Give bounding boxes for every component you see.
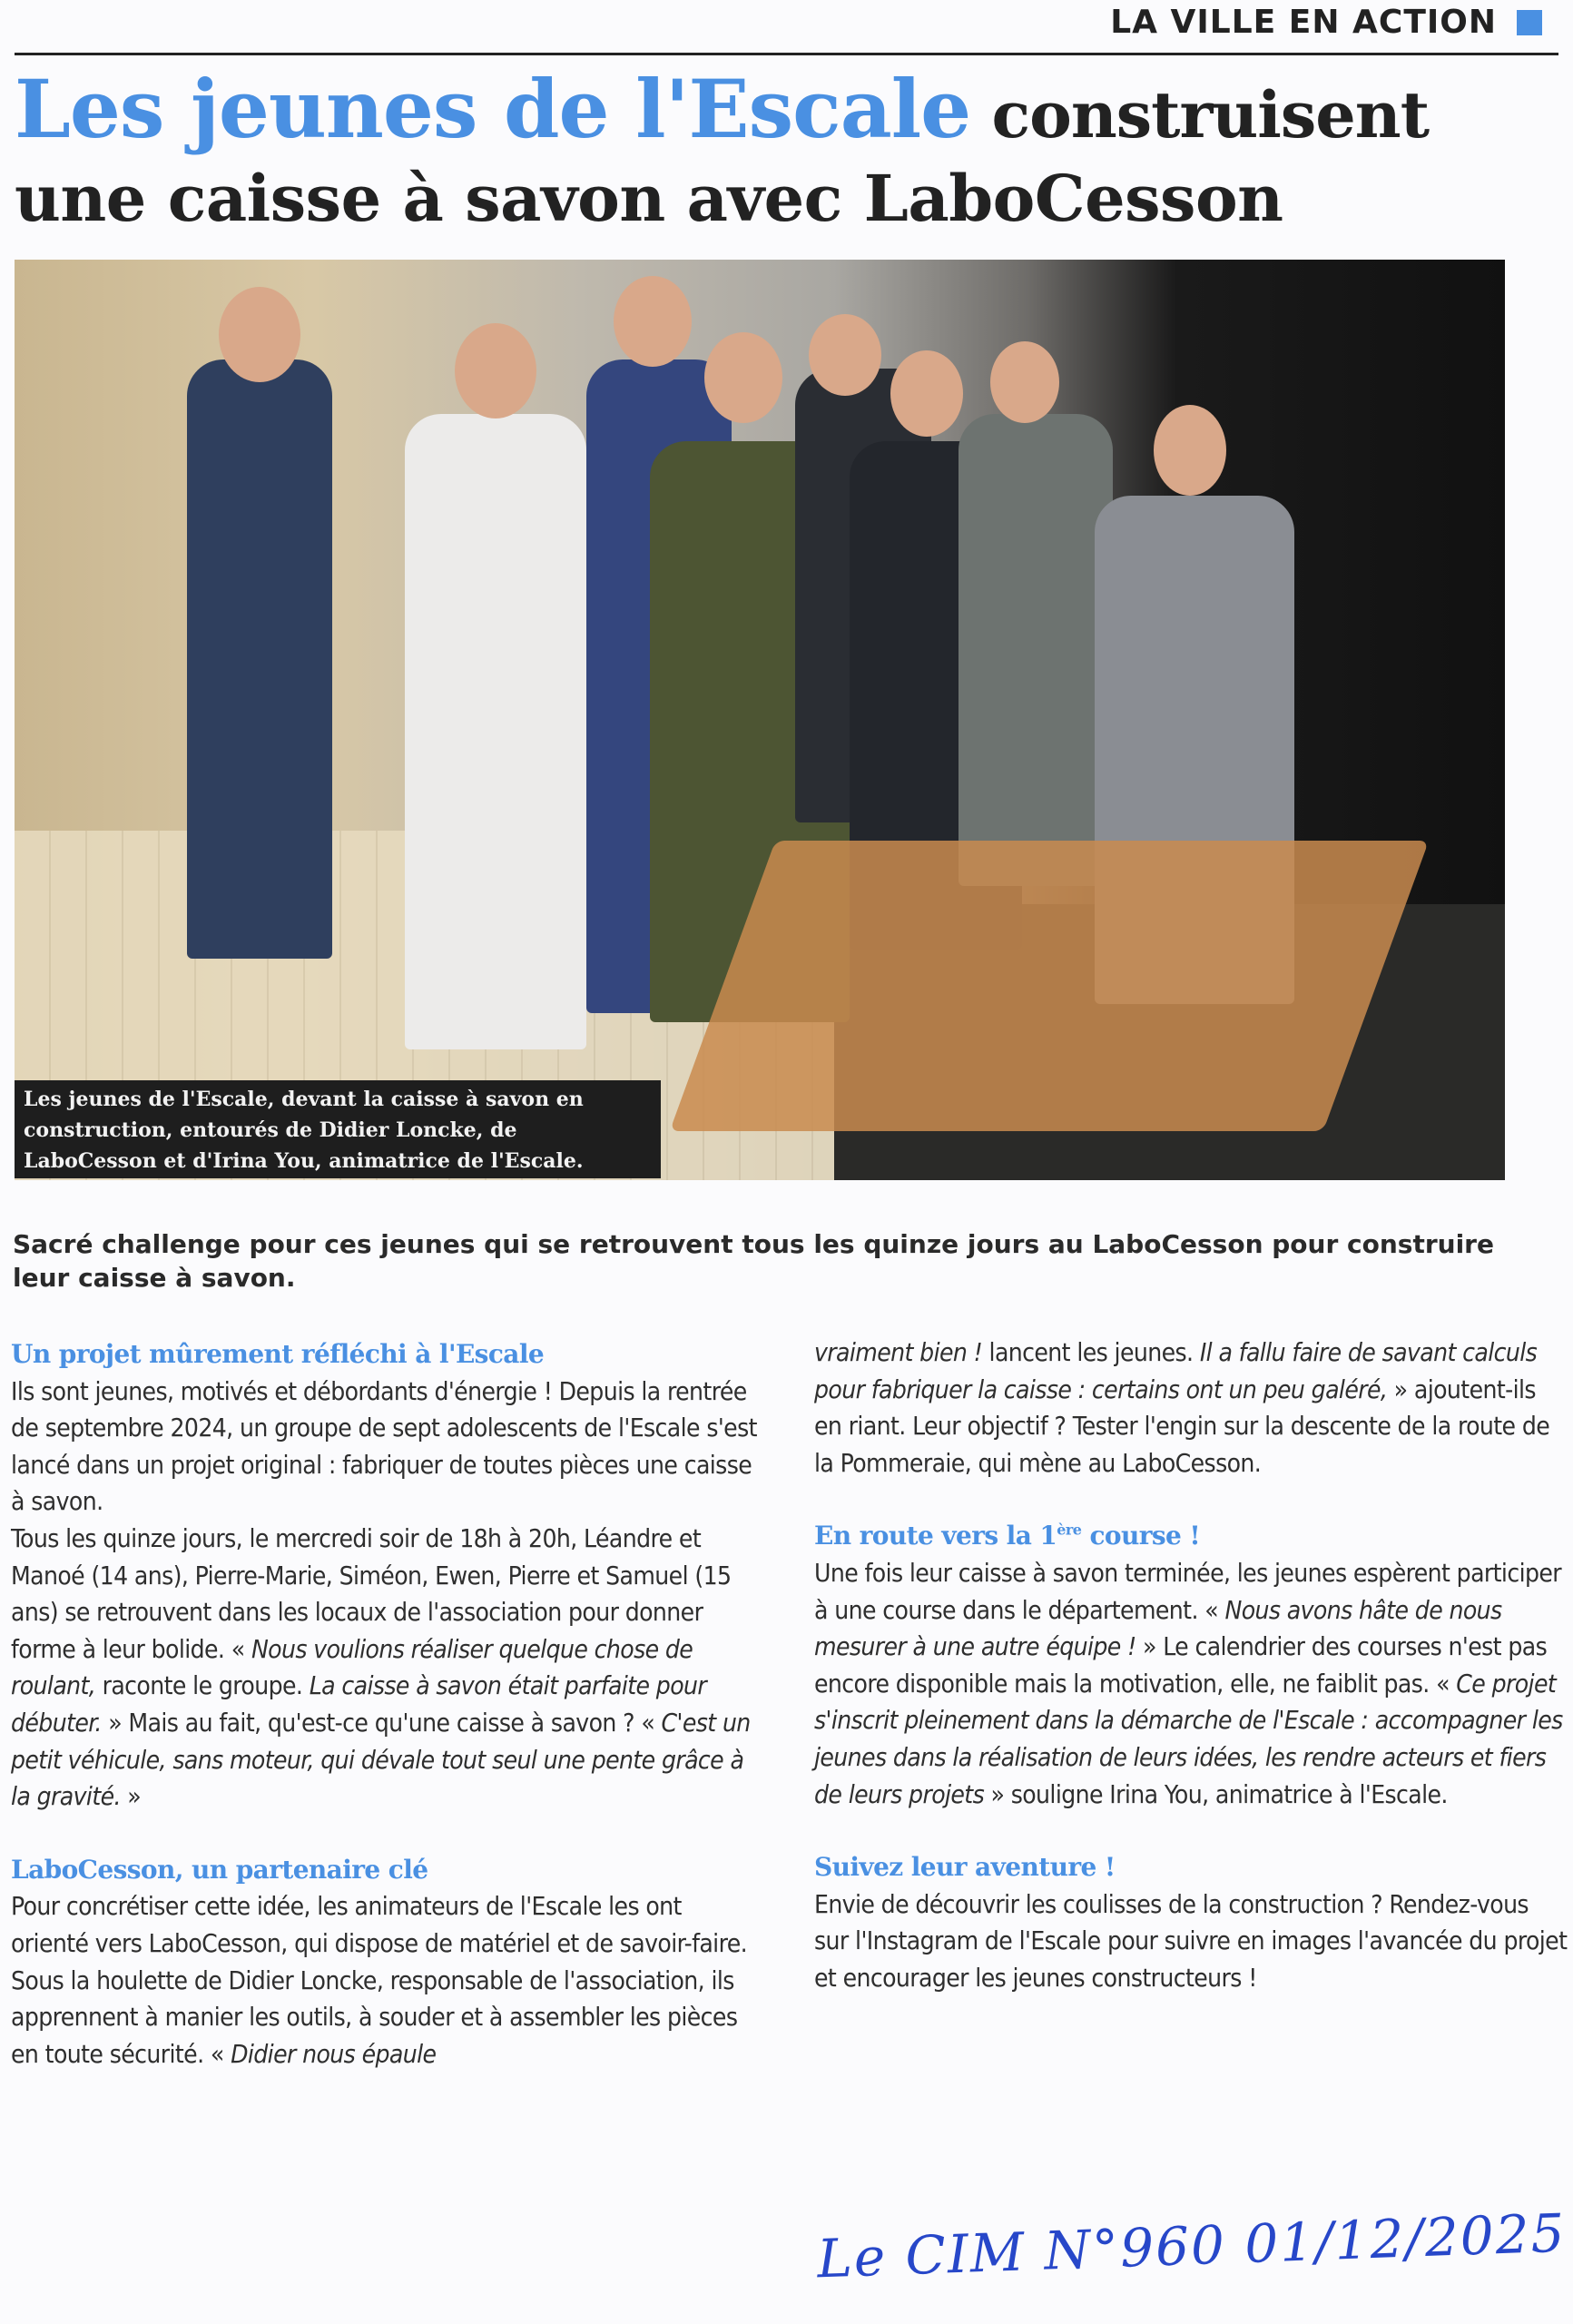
paragraph bbox=[814, 1886, 1568, 1997]
photo-person bbox=[959, 414, 1113, 886]
article-photo bbox=[15, 260, 1505, 1180]
paragraph bbox=[11, 1374, 764, 1521]
spacer bbox=[814, 1813, 1568, 1849]
heading-text: En route vers la 1 bbox=[814, 1521, 1057, 1551]
body-text: Pour concrétiser cette idée, les animateurs de l'Escale les ont orienté vers LaboCesson, qui dispose de matériel et de savoir-faire. Sous la houlette de Didier Loncke, responsable de l'association, ils apprennent à manier les outils, à souder et à assembler les pièces en toute sécurité. « bbox=[11, 1891, 748, 2069]
photo-head bbox=[219, 287, 300, 382]
quote-text: Nous voulions réaliser quelque chose de roulant, bbox=[11, 1633, 693, 1701]
photo-caption: Les jeunes de l'Escale, devant la caisse à savon en construction, entourés de Didier Loncke, de LaboCesson et d'Irina You, animatrice de l'Escale. bbox=[15, 1080, 661, 1178]
photo-head bbox=[455, 323, 536, 419]
section-rubric bbox=[1110, 4, 1542, 41]
body-text: » ajoutent-ils en riant. Leur objectif ? Tester l'engin sur la descente de la route de la Pommeraie, qui mène au LaboCesson. bbox=[814, 1374, 1550, 1478]
body-text: » souligne Irina You, animatrice à l'Escale. bbox=[984, 1778, 1448, 1809]
photo-head bbox=[614, 276, 692, 367]
body-text: Ils sont jeunes, motivés et débordants d'énergie ! Depuis la rentrée de septembre 2024, un groupe de sept adolescents de l'Escale s'est lancé dans un projet original : fabriquer de toutes pièces une caisse à savon. bbox=[11, 1375, 757, 1517]
spacer bbox=[814, 1482, 1568, 1518]
photo-person bbox=[405, 414, 586, 1049]
quote-text: vraiment bien ! bbox=[814, 1337, 983, 1367]
heading-text: Suivez leur aventure ! bbox=[814, 1852, 1116, 1883]
right-column bbox=[814, 1334, 1568, 1997]
quote-text: Nous avons hâte de nous mesurer à une autre équipe ! bbox=[814, 1594, 1502, 1662]
paragraph bbox=[814, 1555, 1568, 1813]
section-heading bbox=[11, 1336, 764, 1374]
rubric-square-icon bbox=[1517, 10, 1542, 35]
quote-text: C'est un petit véhicule, sans moteur, qui dévale tout seul une pente grâce à la gravité. bbox=[11, 1707, 751, 1812]
soapbox-cart bbox=[670, 841, 1429, 1131]
body-text: » Le calendrier des courses n'est pas encore disponible mais la motivation, elle, ne faiblit pas. « bbox=[814, 1631, 1548, 1699]
left-column bbox=[11, 1336, 764, 2073]
title-blue-part: Les jeunes de l'Escale bbox=[15, 62, 971, 156]
section-heading bbox=[11, 1852, 764, 1889]
paragraph bbox=[11, 1521, 764, 1816]
title-line-2: une caisse à savon avec LaboCesson bbox=[15, 161, 1283, 236]
photo-head bbox=[1154, 405, 1226, 496]
article-title bbox=[15, 62, 1567, 241]
handwritten-note: Le CIM N°960 01/12/2025 bbox=[816, 2201, 1568, 2290]
heading-text: LaboCesson, un partenaire clé bbox=[11, 1854, 428, 1885]
section-heading bbox=[814, 1518, 1568, 1555]
photo-head bbox=[704, 332, 782, 423]
body-text: Envie de découvrir les coulisses de la construction ? Rendez-vous sur l'Instagram de l'Escale pour suivre en images l'avancée du projet et encourager les jeunes constructeurs ! bbox=[814, 1888, 1568, 1993]
quote-text: La caisse à savon était parfaite pour débuter. bbox=[11, 1670, 707, 1738]
photo-head bbox=[990, 341, 1059, 423]
paragraph bbox=[11, 1888, 764, 2073]
body-text: raconte le groupe. bbox=[95, 1670, 310, 1701]
body-text: Tous les quinze jours, le mercredi soir de 18h à 20h, Léandre et Manoé (14 ans), Pierre-Marie, Siméon, Ewen, Pierre et Samuel (15 ans) se retrouvent dans les locaux de l'association pour donner forme à leur bolide. « bbox=[11, 1522, 732, 1664]
section-heading bbox=[814, 1849, 1568, 1886]
heading-text: Un projet mûrement réfléchi à l'Escale bbox=[11, 1339, 545, 1369]
quote-text: Didier nous épaule bbox=[231, 2038, 437, 2069]
body-text: lancent les jeunes. bbox=[982, 1337, 1200, 1367]
body-text: Une fois leur caisse à savon terminée, les jeunes espèrent participer à une course dans le département. « bbox=[814, 1557, 1562, 1625]
body-text: » bbox=[120, 1781, 142, 1812]
header-divider bbox=[15, 53, 1558, 55]
photo-person bbox=[187, 359, 332, 959]
rubric-label: LA VILLE EN ACTION bbox=[1110, 4, 1497, 41]
photo-head bbox=[890, 350, 963, 437]
title-dark-part: construisent bbox=[970, 77, 1430, 153]
article-lead: Sacré challenge pour ces jeunes qui se retrouvent tous les quinze jours au LaboCesson pour construire leur caisse à savon. bbox=[13, 1229, 1494, 1293]
heading-sup: ère bbox=[1057, 1521, 1082, 1540]
heading-text: course ! bbox=[1081, 1521, 1201, 1551]
paragraph bbox=[814, 1334, 1568, 1482]
quote-text: Il a fallu faire de savant calculs pour fabriquer la caisse : certains ont un peu galéré, bbox=[814, 1337, 1538, 1404]
spacer bbox=[11, 1816, 764, 1852]
body-text: » Mais au fait, qu'est-ce qu'une caisse à savon ? « bbox=[101, 1707, 662, 1738]
quote-text: Ce projet s'inscrit pleinement dans la démarche de l'Escale : accompagner les jeunes dans la réalisation de leurs idées, les rendre acteurs et fiers de leurs projets bbox=[814, 1668, 1563, 1809]
photo-head bbox=[809, 314, 881, 396]
